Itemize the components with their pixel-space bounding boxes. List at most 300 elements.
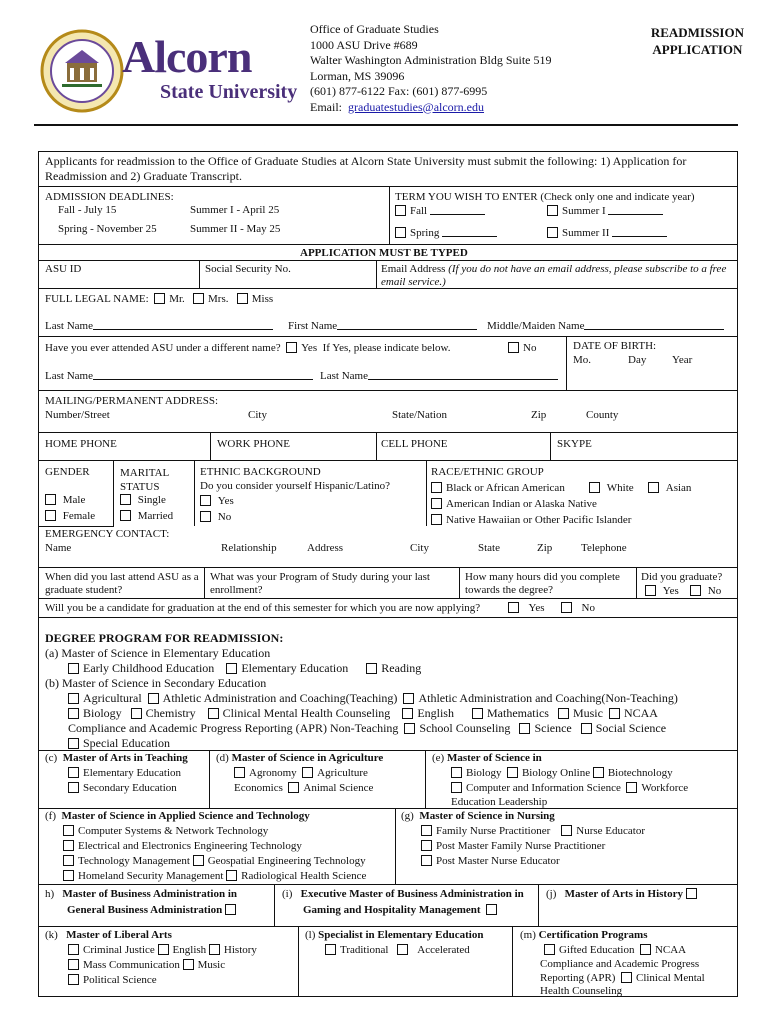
attended-no[interactable] [508, 342, 536, 354]
b1-label: Agricultural [83, 691, 142, 705]
office-email-link[interactable]: graduatestudies@alcorn.edu [348, 99, 485, 114]
m1-checkbox[interactable] [544, 944, 555, 955]
e5-checkbox[interactable] [626, 782, 637, 793]
c2-checkbox[interactable] [68, 782, 79, 793]
divider [376, 260, 377, 288]
k6-label: Political Science [83, 974, 157, 986]
race-white[interactable] [589, 482, 634, 494]
b6-label: Clinical Mental Health Counseling [222, 706, 391, 720]
full-legal-name-row [45, 293, 273, 305]
degree-d-row2 [234, 782, 373, 794]
degree-k-row1 [68, 944, 257, 956]
divider [38, 390, 738, 391]
e2-checkbox[interactable] [507, 767, 518, 778]
attended-no-label: No [523, 342, 537, 354]
f2-checkbox[interactable] [63, 840, 74, 851]
k3-checkbox[interactable] [209, 944, 220, 955]
l2-checkbox[interactable] [397, 944, 408, 955]
mailing-county[interactable]: County [586, 409, 619, 421]
degree-m-row1 [544, 944, 686, 956]
d1-checkbox[interactable] [234, 767, 245, 778]
degree-j-heading [546, 888, 701, 900]
marital-heading-line-1: MARITAL [120, 467, 170, 479]
k5-checkbox[interactable] [183, 959, 194, 970]
emergency-relationship[interactable]: Relationship [221, 542, 277, 554]
degree-a-options [68, 661, 421, 676]
race-asian-checkbox[interactable] [648, 482, 659, 493]
a2-checkbox[interactable] [226, 663, 237, 674]
g4-checkbox[interactable] [421, 855, 432, 866]
b3-checkbox[interactable] [403, 693, 414, 704]
hispanic-yes-label: Yes [217, 495, 234, 507]
degree-d-heading [216, 752, 383, 764]
emergency-name[interactable]: Name [45, 542, 72, 554]
cell-phone-field[interactable]: CELL PHONE [381, 438, 448, 450]
b5-label: Chemistry [145, 706, 196, 720]
divider [38, 926, 738, 927]
degree-g3[interactable] [421, 840, 605, 852]
race-heading: RACE/ETHNIC GROUP [431, 466, 544, 478]
gender-heading: GENDER [45, 466, 90, 478]
degree-k-row2 [68, 959, 225, 971]
attended-yes-label: Yes [301, 342, 318, 354]
female-checkbox[interactable] [45, 510, 56, 521]
degree-j-title: Master of Arts in History [564, 888, 683, 900]
k4-label: Mass Communication [83, 959, 180, 971]
degree-l-prefix: (l) [305, 929, 316, 941]
race-asian-label: Asian [665, 482, 692, 494]
hispanic-yes-checkbox[interactable] [200, 495, 211, 506]
degree-m-heading [520, 929, 648, 941]
last-name-label: Last Name [45, 320, 93, 332]
mailing-zip[interactable]: Zip [531, 409, 547, 421]
degree-i-line-1: Executive Master of Business Administration in [300, 888, 524, 900]
g1-checkbox[interactable] [421, 825, 432, 836]
gender-female[interactable] [45, 510, 95, 522]
office-email-label: Email: [310, 99, 342, 114]
logo-wordmark: Alcorn [122, 31, 252, 82]
degree-l-row1 [325, 944, 470, 956]
term-summer2-label: Summer II [562, 227, 610, 239]
office-email-row [310, 100, 552, 116]
d2-checkbox[interactable] [302, 767, 313, 778]
degree-g4[interactable] [421, 855, 560, 867]
term-summer1[interactable] [547, 205, 663, 217]
divider [298, 926, 299, 996]
attended-yes-checkbox[interactable] [286, 342, 297, 353]
divider [38, 432, 738, 433]
l1-checkbox[interactable] [325, 944, 336, 955]
f1-checkbox[interactable] [63, 825, 74, 836]
b8-checkbox[interactable] [472, 708, 483, 719]
term-spring-checkbox[interactable] [395, 227, 406, 238]
email-field-label: Email Address [381, 263, 446, 275]
b15-checkbox[interactable] [68, 738, 79, 749]
prior-last-name-2[interactable] [320, 370, 558, 382]
office-line-2: 1000 ASU Drive #689 [310, 37, 418, 52]
degree-i-line-2: Gaming and Hospitality Management [303, 904, 481, 916]
degree-h-line-2: General Business Administration [67, 904, 223, 916]
k1-checkbox[interactable] [68, 944, 79, 955]
divider [38, 750, 738, 751]
marital-heading-line-2: STATUS [120, 481, 160, 493]
a1-checkbox[interactable] [68, 663, 79, 674]
degree-c2[interactable] [68, 782, 177, 794]
deadline-summer1: Summer I - April 25 [190, 204, 280, 216]
term-spring[interactable] [395, 227, 497, 239]
prior-last-name-1[interactable] [45, 370, 313, 382]
degree-g-prefix: (g) [401, 810, 414, 822]
form-title-line-2: APPLICATION [652, 42, 743, 57]
deadlines-heading: ADMISSION DEADLINES: [45, 191, 174, 203]
program-field[interactable]: What was your Program of Study during your last enrollment? [210, 571, 430, 596]
b10-checkbox[interactable] [609, 708, 620, 719]
l2-label: Accelerated [417, 944, 470, 956]
degree-m-row3 [540, 972, 705, 984]
emergency-address[interactable]: Address [307, 542, 344, 554]
race-native-am-checkbox[interactable] [431, 498, 442, 509]
m2-label: NCAA [654, 944, 687, 956]
divider [512, 926, 513, 996]
degree-h-heading [45, 886, 240, 918]
deadline-summer2: Summer II - May 25 [190, 223, 281, 235]
office-line-1: Office of Graduate Studies [310, 22, 439, 36]
hispanic-question: Do you consider yourself Hispanic/Latino? [200, 480, 391, 492]
l1-label: Traditional [340, 944, 389, 956]
office-line-4: Lorman, MS 39096 [310, 68, 405, 83]
hours-field[interactable]: How many hours did you complete towards the degree? [465, 571, 620, 596]
f4-checkbox[interactable] [193, 855, 204, 866]
divider [38, 460, 738, 461]
degree-l-title: Specialist in Elementary Education [318, 929, 484, 941]
divider [210, 432, 211, 460]
g4-label: Post Master Nurse Educator [436, 855, 560, 867]
k4-checkbox[interactable] [68, 959, 79, 970]
g2-label: Nurse Educator [576, 825, 645, 837]
hispanic-yes[interactable] [200, 495, 234, 507]
race-white-checkbox[interactable] [589, 482, 600, 493]
m5-label: Clinical Mental [635, 972, 705, 984]
m5-checkbox[interactable] [621, 972, 632, 983]
degree-e-row3: Education Leadership [451, 796, 548, 808]
degree-h-prefix: h) [45, 888, 55, 900]
marital-married[interactable] [120, 510, 173, 522]
degree-c-prefix: (c) [45, 752, 58, 764]
d2-label: Agriculture [317, 767, 368, 779]
divider [204, 567, 205, 598]
b6-checkbox[interactable] [208, 708, 219, 719]
race-black-checkbox[interactable] [431, 482, 442, 493]
degree-f-row3 [63, 855, 366, 867]
degree-c-title: Master of Arts in Teaching [62, 752, 188, 764]
b9-label: Music [572, 706, 603, 720]
term-fall[interactable] [395, 205, 485, 217]
divider [38, 617, 738, 618]
k2-label: English [172, 944, 207, 956]
a3-label: Reading [381, 661, 422, 675]
graduate-yes-checkbox[interactable] [645, 585, 656, 596]
degree-f-heading [45, 810, 310, 822]
divider [113, 460, 114, 526]
hispanic-no-label: No [217, 511, 232, 523]
race-native-am-label: American Indian or Alaska Native [446, 498, 597, 510]
last-attend-field[interactable]: When did you last attend ASU as a graduate student? [45, 571, 199, 596]
j-checkbox[interactable] [686, 888, 697, 899]
married-label: Married [137, 510, 174, 522]
divider [38, 288, 738, 289]
deadline-fall: Fall - July 15 [58, 204, 117, 216]
race-black[interactable] [431, 482, 565, 494]
candidate-no[interactable] [561, 602, 595, 614]
graduate-no-label: No [707, 585, 722, 597]
race-hawaiian[interactable] [431, 514, 631, 526]
b1-checkbox[interactable] [68, 693, 79, 704]
h-checkbox[interactable] [225, 904, 236, 915]
degree-k-prefix: (k) [45, 929, 58, 941]
emergency-heading: EMERGENCY CONTACT: [45, 528, 170, 540]
divider [194, 460, 195, 526]
term-spring-label: Spring [410, 227, 440, 239]
email-field-note: (If you do not have an email address, please subscribe to a free email service.) [381, 263, 727, 288]
divider [636, 567, 637, 598]
divider [38, 808, 738, 809]
divider [426, 460, 427, 526]
b13-checkbox[interactable] [519, 723, 530, 734]
term-fall-label: Fall [410, 205, 428, 217]
divider [38, 244, 738, 245]
attended-question: Have you ever attended ASU under a different name? [45, 342, 281, 354]
divider [538, 884, 539, 926]
degree-b-row2 [68, 706, 658, 721]
k6-checkbox[interactable] [68, 974, 79, 985]
degree-e-row2 [451, 782, 688, 794]
m4-label: Reporting (APR) [540, 972, 616, 984]
mailing-heading: MAILING/PERMANENT ADDRESS: [45, 395, 219, 407]
work-phone-field[interactable]: WORK PHONE [217, 438, 291, 450]
first-name-label: First Name [288, 320, 338, 332]
f1-label: Computer Systems & Network Technology [78, 825, 269, 837]
degree-f2[interactable] [63, 840, 302, 852]
first-name-field[interactable] [288, 320, 477, 332]
degree-d-prefix: (d) [216, 752, 229, 764]
female-label: Female [62, 510, 96, 522]
degree-a-heading: (a) Master of Science in Elementary Education [45, 646, 271, 660]
graduate-no-checkbox[interactable] [690, 585, 701, 596]
asu-id-field[interactable]: ASU ID [45, 263, 82, 275]
attended-if-yes: If Yes, please indicate below. [322, 342, 451, 354]
race-asian[interactable] [648, 482, 691, 494]
married-checkbox[interactable] [120, 510, 131, 521]
b11-label: Compliance and Academic Progress Reporting (APR) Non-Teaching [68, 721, 399, 735]
degree-c-heading [45, 752, 188, 764]
dob-label: DATE OF BIRTH: [573, 340, 657, 352]
graduate-yes[interactable] [645, 585, 679, 597]
f5-label: Homeland Security Management [78, 870, 224, 882]
a3-checkbox[interactable] [366, 663, 377, 674]
mrs-checkbox[interactable] [193, 293, 204, 304]
b12-checkbox[interactable] [404, 723, 415, 734]
degree-d-row1 [234, 767, 368, 779]
degree-f-row4 [63, 870, 366, 882]
skype-field[interactable]: SKYPE [557, 438, 592, 450]
c1-label: Elementary Education [83, 767, 182, 779]
mailing-street[interactable]: Number/Street [45, 409, 110, 421]
emergency-telephone[interactable]: Telephone [581, 542, 627, 554]
b13-label: Science [534, 721, 572, 735]
b4-checkbox[interactable] [68, 708, 79, 719]
g1-label: Family Nurse Practitioner [436, 825, 551, 837]
term-summer2-checkbox[interactable] [547, 227, 558, 238]
miss-checkbox[interactable] [237, 293, 248, 304]
hispanic-no[interactable] [200, 511, 231, 523]
divider [38, 598, 738, 599]
term-summer1-checkbox[interactable] [547, 205, 558, 216]
marital-single[interactable] [120, 494, 166, 506]
divider [38, 260, 738, 261]
f6-checkbox[interactable] [226, 870, 237, 881]
k2-checkbox[interactable] [158, 944, 169, 955]
d1-label: Agronomy [249, 767, 297, 779]
deadline-spring: Spring - November 25 [58, 223, 157, 235]
degree-k-title: Master of Liberal Arts [66, 929, 172, 941]
dob-day[interactable]: Day [628, 354, 647, 366]
b8-label: Mathematics [486, 706, 549, 720]
e2-label: Biology Online [521, 767, 591, 779]
term-fall-checkbox[interactable] [395, 205, 406, 216]
office-line-3: Walter Washington Administration Bldg Suite 519 [310, 53, 552, 67]
degree-b-row3 [68, 721, 666, 736]
e1-checkbox[interactable] [451, 767, 462, 778]
b14-label: Social Science [595, 721, 667, 735]
m2-checkbox[interactable] [640, 944, 651, 955]
emergency-city[interactable]: City [410, 542, 429, 554]
must-be-typed: APPLICATION MUST BE TYPED [300, 247, 468, 259]
f3-checkbox[interactable] [63, 855, 74, 866]
candidate-yes[interactable] [508, 602, 545, 614]
degree-i-heading [282, 886, 524, 918]
b14-checkbox[interactable] [581, 723, 592, 734]
degree-g-title: Master of Science in Nursing [419, 810, 555, 822]
divider [38, 526, 738, 527]
prior-last-name-2-label: Last Name [320, 370, 368, 382]
degree-j-prefix: (j) [546, 888, 557, 900]
logo-subtitle: State University [160, 81, 298, 103]
d3-label: Economics [234, 782, 283, 794]
candidate-no-checkbox[interactable] [561, 602, 572, 613]
intro-text: Applicants for readmission to the Office of Graduate Studies at Alcorn State University must submit the following: 1) Application for Readmission and 2) Graduate Transcript. [45, 154, 687, 183]
i-checkbox[interactable] [486, 904, 497, 915]
degree-k6[interactable] [68, 974, 157, 986]
divider [274, 884, 275, 926]
degree-f1[interactable] [63, 825, 268, 837]
divider [38, 884, 738, 885]
divider [459, 567, 460, 598]
g3-label: Post Master Family Nurse Practitioner [436, 840, 606, 852]
ssn-field[interactable]: Social Security No. [205, 263, 291, 275]
mailing-state[interactable]: State/Nation [392, 409, 447, 421]
divider [425, 750, 426, 808]
degree-g-heading [401, 810, 555, 822]
emergency-zip[interactable]: Zip [537, 542, 553, 554]
divider [389, 186, 390, 244]
degree-l-heading [305, 929, 483, 941]
a2-label: Elementary Education [241, 661, 349, 675]
g2-checkbox[interactable] [561, 825, 572, 836]
degree-i-prefix: (i) [282, 888, 293, 900]
mr-checkbox[interactable] [154, 293, 165, 304]
degree-k-heading [45, 929, 172, 941]
term-heading: TERM YOU WISH TO ENTER (Check only one and indicate year) [395, 191, 695, 203]
candidate-question: Will you be a candidate for graduation at the end of this semester for which you are now applying? [45, 602, 481, 614]
dob-year[interactable]: Year [672, 354, 693, 366]
mailing-city[interactable]: City [248, 409, 267, 421]
single-checkbox[interactable] [120, 494, 131, 505]
middle-name-field[interactable] [487, 320, 724, 332]
email-field[interactable] [381, 263, 733, 289]
term-summer2[interactable] [547, 227, 667, 239]
degree-c1[interactable] [68, 767, 181, 779]
f5-checkbox[interactable] [63, 870, 74, 881]
divider [38, 567, 738, 568]
graduate-no[interactable] [690, 585, 721, 597]
last-name-field[interactable] [45, 320, 273, 332]
b2-label: Athletic Administration and Coaching(Teaching) [162, 691, 398, 705]
term-summer1-label: Summer I [562, 205, 606, 217]
d4-checkbox[interactable] [288, 782, 299, 793]
attended-no-checkbox[interactable] [508, 342, 519, 353]
b5-checkbox[interactable] [131, 708, 142, 719]
e1-label: Biology [466, 767, 502, 779]
divider [566, 336, 567, 390]
form-title [651, 24, 744, 58]
emergency-state[interactable]: State [478, 542, 500, 554]
miss-label: Miss [251, 293, 274, 305]
male-checkbox[interactable] [45, 494, 56, 505]
hispanic-no-checkbox[interactable] [200, 511, 211, 522]
graduate-question: Did you graduate? [641, 571, 723, 583]
gender-male[interactable] [45, 494, 85, 506]
m1-label: Gifted Education [559, 944, 635, 956]
divider [395, 808, 396, 884]
e3-checkbox[interactable] [593, 767, 604, 778]
dob-month[interactable]: Mo. [573, 354, 592, 366]
ethnic-heading: ETHNIC BACKGROUND [200, 466, 321, 478]
middle-name-label: Middle/Maiden Name [487, 320, 585, 332]
k1-label: Criminal Justice [83, 944, 155, 956]
e4-checkbox[interactable] [451, 782, 462, 793]
candidate-yes-checkbox[interactable] [508, 602, 519, 613]
home-phone-field[interactable]: HOME PHONE [45, 438, 117, 450]
candidate-yes-label: Yes [528, 602, 545, 614]
male-label: Male [62, 494, 86, 506]
race-black-label: Black or African American [446, 482, 565, 494]
degree-e-prefix: (e) [432, 752, 445, 764]
g3-checkbox[interactable] [421, 840, 432, 851]
single-label: Single [137, 494, 166, 506]
f4-label: Geospatial Engineering Technology [207, 855, 366, 867]
race-native-am[interactable] [431, 498, 597, 510]
degree-d-title: Master of Science in Agriculture [231, 752, 384, 764]
b10-label: NCAA [623, 706, 658, 720]
b9-checkbox[interactable] [558, 708, 569, 719]
divider [209, 750, 210, 808]
candidate-no-label: No [581, 602, 595, 614]
degree-e-title: Master of Science in [446, 752, 542, 764]
race-hawaiian-checkbox[interactable] [431, 514, 442, 525]
b2-checkbox[interactable] [148, 693, 159, 704]
b7-checkbox[interactable] [402, 708, 413, 719]
c1-checkbox[interactable] [68, 767, 79, 778]
